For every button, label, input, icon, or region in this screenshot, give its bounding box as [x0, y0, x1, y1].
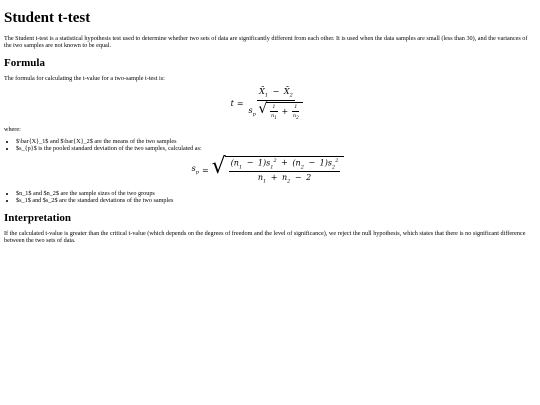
where-label: where: [4, 125, 21, 133]
t-formula: t = $X̄_1$ − $X̄_2$ $s_p$ √ $\frac{1}{n_1}$ + $\frac{1}{n_2}$ [4, 87, 532, 120]
list-item: • $s_{p}$ is the pooled standard deviation of the two samples, calculated as: [16, 145, 532, 152]
interpretation-paragraph: If the calculated t-value is greater than the critical t-value (which depends on the degrees of freedom and the level of significance), we reject the null hypothesis, which states that there is no significant difference between the two sets of data. [4, 230, 526, 245]
page-title: Student t-test [4, 10, 91, 26]
list-item: • $s_1$ and $s_2$ are the standard deviations of the two samples [16, 197, 532, 204]
formula-heading: Formula [4, 57, 45, 69]
intro-paragraph: The Student t-test is a statistical hypothesis test used to determine whether two sets of data are significantly different from each other. It is used when the data samples are small (less than 30), and the variances of the two samples are not known to be equal. [4, 35, 528, 49]
list-item: • $\bar{X}_1$ and $\bar{X}_2$ are the means of the two samples [16, 138, 532, 145]
list-item: • $n_1$ and $n_2$ are the sample sizes of the two groups [16, 190, 532, 197]
bullet-list-a [4, 138, 532, 152]
interpretation-heading: Interpretation [4, 212, 72, 225]
formula-lead: The formula for calculating the t-value for a two-sample t-test is: [4, 75, 165, 82]
sp-formula: $s_p$ = √ $\frac{(n_1 - 1)s_1^2 + (n_2 - 1)s_2^2}{n_1 + n_2 - 2}$ [4, 156, 532, 185]
bullet-list-b [4, 190, 532, 204]
